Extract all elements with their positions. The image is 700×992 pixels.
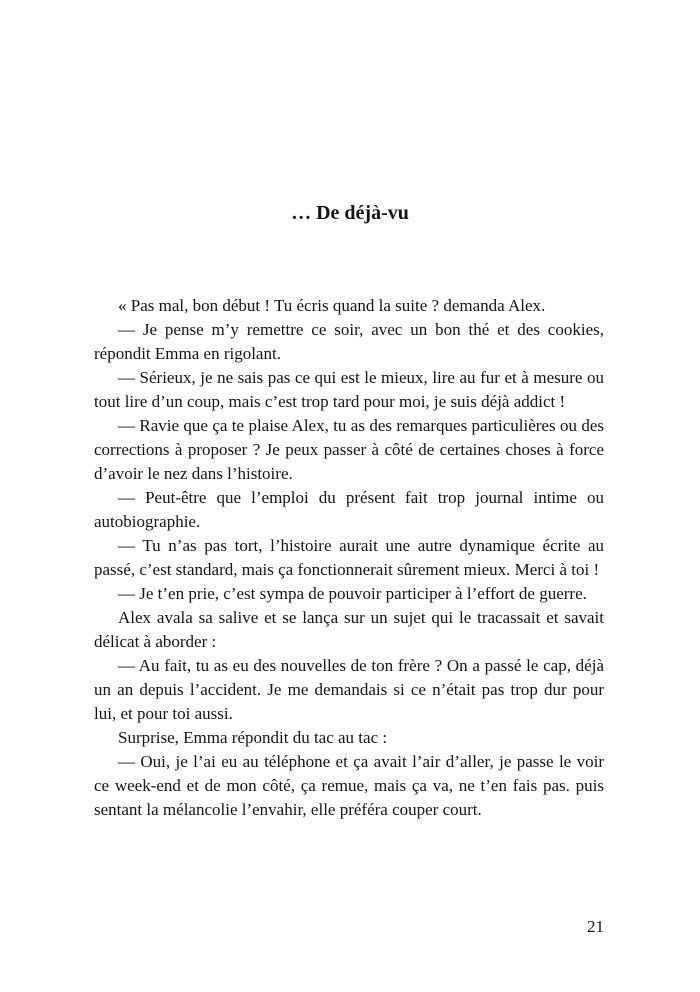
paragraph: — Sérieux, je ne sais pas ce qui est le mieux, lire au fur et à mesure ou tout lire d’un coup, mais c’est trop tard pour moi, je suis déjà addict ! [94,368,604,411]
paragraph: Alex avala sa salive et se lança sur un sujet qui le tracassait et savait délicat à aborder : [94,608,604,651]
chapter-title: … De déjà-vu [291,202,409,224]
paragraph: Surprise, Emma répondit du tac au tac : [118,728,388,747]
body-text [94,294,604,822]
paragraph: — Tu n’as pas tort, l’histoire aurait une autre dynamique écrite au passé, c’est standard, mais ça fonctionnerait sûrement mieux. Merci à toi ! [94,536,604,579]
paragraph: — Peut-être que l’emploi du présent fait trop journal intime ou autobiographie. [94,488,604,531]
page-number: 21 [587,917,604,936]
paragraph: — Au fait, tu as eu des nouvelles de ton frère ? On a passé le cap, déjà un an depuis l’accident. Je me demandais si ce n’était pas trop dur pour lui, et pour toi aussi. [94,656,604,723]
paragraph: « Pas mal, bon début ! Tu écris quand la suite ? demanda Alex. [118,296,546,315]
paragraph: — Ravie que ça te plaise Alex, tu as des remarques particulières ou des corrections à proposer ? Je peux passer à côté de certaines choses à force d’avoir le nez dans l’histoire. [94,416,604,483]
paragraph: — Oui, je l’ai eu au téléphone et ça avait l’air d’aller, je passe le voir ce week-end et de mon côté, ça remue, mais ça va, ne t’en fais pas. puis sentant la mélancolie l’envahir, elle préféra couper court. [94,752,604,819]
paragraph: — Je t’en prie, c’est sympa de pouvoir participer à l’effort de guerre. [118,584,587,603]
paragraph: — Je pense m’y remettre ce soir, avec un bon thé et des cookies, répondit Emma en rigolant. [94,320,604,363]
